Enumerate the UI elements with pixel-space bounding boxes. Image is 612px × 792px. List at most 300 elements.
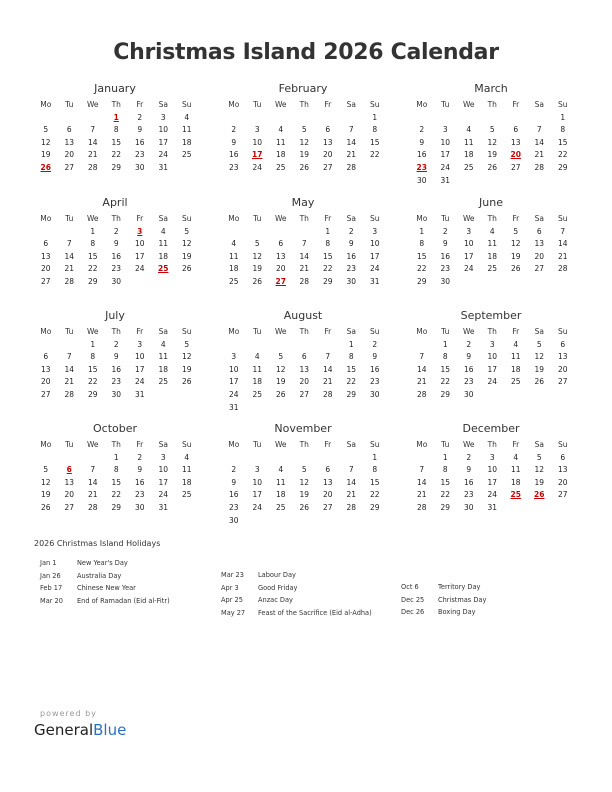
weekday-header: Mo — [228, 327, 240, 336]
day-cell: 28 — [416, 389, 427, 399]
day-cell: 14 — [64, 251, 75, 261]
day-cell: 7 — [90, 125, 96, 135]
empty-cell — [340, 112, 364, 125]
month-name: October — [92, 422, 138, 435]
day-cell: 1 — [442, 339, 448, 349]
weekday-header: Sa — [534, 214, 544, 223]
day-cell: 8 — [113, 125, 119, 135]
day-cell: 8 — [560, 125, 566, 135]
holiday-date: Apr 25 — [221, 596, 243, 605]
weekday-header: Fr — [512, 214, 520, 223]
day-cell: 2 — [113, 226, 119, 236]
day-cell: 28 — [299, 276, 310, 286]
day-cell: 24 — [158, 150, 169, 160]
day-cell: 25 — [228, 276, 239, 286]
day-cell: 11 — [158, 352, 169, 362]
empty-cell — [434, 112, 458, 125]
day-cell: 20 — [64, 150, 75, 160]
day-cell: 17 — [158, 137, 169, 147]
day-cell: 18 — [158, 364, 169, 374]
day-cell: 3 — [137, 339, 143, 349]
day-cell: 23 — [369, 377, 380, 387]
weekday-header: Tu — [65, 214, 74, 223]
day-cell: 1 — [372, 112, 378, 122]
day-cell: 23 — [440, 264, 451, 274]
day-cell: 15 — [416, 251, 427, 261]
weekday-header: Sa — [346, 440, 356, 449]
day-cell: 7 — [560, 226, 566, 236]
holiday-day-cell: 1 — [113, 112, 119, 122]
month-january — [34, 82, 196, 175]
day-cell: 11 — [181, 465, 192, 475]
weekday-header: Mo — [228, 100, 240, 109]
empty-cell — [246, 452, 270, 465]
day-cell: 19 — [299, 490, 310, 500]
day-cell: 27 — [299, 389, 310, 399]
weekday-header: Tu — [441, 214, 450, 223]
day-cell: 2 — [372, 339, 378, 349]
day-cell: 31 — [134, 389, 145, 399]
month-august — [222, 309, 384, 414]
day-cell: 21 — [87, 490, 98, 500]
day-cell: 24 — [487, 377, 498, 387]
empty-cell — [481, 112, 505, 125]
month-september — [410, 309, 572, 402]
day-cell: 20 — [557, 364, 568, 374]
day-cell: 15 — [322, 251, 333, 261]
weekday-header: Th — [111, 327, 121, 336]
day-cell: 14 — [416, 477, 427, 487]
day-cell: 24 — [463, 264, 474, 274]
holiday-name: Anzac Day — [258, 596, 293, 605]
month-june — [410, 196, 572, 289]
day-cell: 31 — [487, 502, 498, 512]
day-cell: 15 — [111, 477, 122, 487]
weekday-header: Su — [369, 214, 380, 223]
day-cell: 4 — [231, 239, 237, 249]
day-cell: 23 — [228, 162, 239, 172]
holiday-date: Mar 23 — [221, 571, 244, 579]
holiday-list-item — [221, 569, 372, 582]
day-cell: 19 — [40, 150, 51, 160]
weekday-header: Th — [487, 100, 497, 109]
day-cell: 2 — [231, 465, 237, 475]
weekday-header: Fr — [324, 214, 332, 223]
day-cell: 21 — [299, 264, 310, 274]
weekday-header: We — [86, 100, 99, 109]
day-cell: 5 — [489, 125, 495, 135]
day-cell: 7 — [66, 239, 72, 249]
day-cell: 12 — [275, 364, 286, 374]
day-cell: 20 — [275, 264, 286, 274]
month-october — [34, 422, 196, 515]
day-cell: 29 — [440, 502, 451, 512]
day-cell: 11 — [510, 465, 521, 475]
weekday-header: Fr — [324, 327, 332, 336]
page-title: Christmas Island 2026 Calendar — [113, 40, 499, 65]
month-december — [410, 422, 572, 515]
day-cell: 12 — [299, 137, 310, 147]
day-cell: 16 — [228, 490, 239, 500]
month-day-grid — [410, 213, 572, 289]
day-cell: 20 — [40, 377, 51, 387]
weekday-header: Su — [181, 327, 192, 336]
day-cell: 23 — [346, 264, 357, 274]
empty-cell — [457, 112, 481, 125]
day-cell: 7 — [536, 125, 542, 135]
day-cell: 10 — [487, 352, 498, 362]
empty-cell — [269, 112, 293, 125]
day-cell: 20 — [40, 264, 51, 274]
weekday-header: Mo — [228, 440, 240, 449]
day-cell: 15 — [87, 364, 98, 374]
day-cell: 8 — [372, 465, 378, 475]
day-cell: 6 — [43, 239, 49, 249]
day-cell: 23 — [134, 150, 145, 160]
day-cell: 10 — [158, 465, 169, 475]
day-cell: 2 — [466, 339, 472, 349]
day-cell: 17 — [369, 251, 380, 261]
day-cell: 25 — [487, 264, 498, 274]
day-cell: 25 — [463, 162, 474, 172]
day-cell: 10 — [252, 477, 263, 487]
day-cell: 3 — [489, 339, 495, 349]
day-cell: 10 — [487, 465, 498, 475]
weekday-header: We — [274, 327, 287, 336]
day-cell: 5 — [254, 239, 260, 249]
holiday-day-cell: 20 — [510, 150, 521, 160]
day-cell: 30 — [346, 276, 357, 286]
day-cell: 24 — [252, 502, 263, 512]
day-cell: 4 — [254, 352, 260, 362]
day-cell: 8 — [442, 465, 448, 475]
holiday-date: Apr 3 — [221, 583, 239, 592]
month-july — [34, 309, 196, 402]
day-cell: 18 — [510, 364, 521, 374]
holiday-name: Feast of the Sacrifice (Eid al-Adha) — [258, 608, 372, 617]
day-cell: 4 — [513, 339, 519, 349]
day-cell: 14 — [64, 364, 75, 374]
day-cell: 19 — [534, 364, 545, 374]
holiday-date: Oct 6 — [401, 583, 419, 591]
weekday-header: Fr — [136, 214, 144, 223]
month-april — [34, 196, 196, 289]
weekday-header: Su — [181, 214, 192, 223]
day-cell: 16 — [440, 251, 451, 261]
day-cell: 10 — [134, 352, 145, 362]
day-cell: 16 — [463, 477, 474, 487]
month-name: August — [283, 309, 323, 322]
day-cell: 21 — [64, 377, 75, 387]
day-cell: 14 — [87, 477, 98, 487]
day-cell: 19 — [252, 264, 263, 274]
empty-cell — [504, 112, 528, 125]
day-cell: 15 — [440, 364, 451, 374]
day-cell: 4 — [513, 452, 519, 462]
day-cell: 12 — [510, 239, 521, 249]
day-cell: 7 — [419, 352, 425, 362]
day-cell: 27 — [510, 162, 521, 172]
weekday-header: Su — [557, 327, 568, 336]
day-cell: 5 — [301, 465, 307, 475]
day-cell: 7 — [419, 465, 425, 475]
day-cell: 25 — [275, 502, 286, 512]
day-cell: 27 — [40, 276, 51, 286]
day-cell: 13 — [322, 477, 333, 487]
weekday-header: Th — [299, 100, 309, 109]
day-cell: 18 — [252, 377, 263, 387]
empty-cell — [34, 112, 58, 125]
month-name: May — [291, 196, 315, 209]
holiday-day-cell: 25 — [158, 264, 169, 274]
day-cell: 8 — [90, 239, 96, 249]
day-cell: 18 — [181, 477, 192, 487]
day-cell: 13 — [40, 251, 51, 261]
day-cell: 10 — [463, 239, 474, 249]
weekday-header: Sa — [534, 100, 544, 109]
weekday-header: Th — [487, 440, 497, 449]
weekday-header: Th — [299, 214, 309, 223]
weekday-header: Sa — [346, 214, 356, 223]
day-cell: 30 — [463, 502, 474, 512]
day-cell: 20 — [322, 150, 333, 160]
day-cell: 23 — [111, 377, 122, 387]
day-cell: 12 — [487, 137, 498, 147]
day-cell: 27 — [322, 502, 333, 512]
day-cell: 20 — [534, 251, 545, 261]
day-cell: 30 — [369, 389, 380, 399]
day-cell: 2 — [466, 452, 472, 462]
holiday-name: Labour Day — [258, 571, 296, 579]
day-cell: 31 — [369, 276, 380, 286]
day-cell: 23 — [463, 490, 474, 500]
empty-cell — [34, 226, 58, 239]
day-cell: 19 — [510, 251, 521, 261]
day-cell: 28 — [346, 162, 357, 172]
day-cell: 3 — [372, 226, 378, 236]
day-cell: 24 — [134, 264, 145, 274]
day-cell: 28 — [87, 162, 98, 172]
day-cell: 29 — [440, 389, 451, 399]
day-cell: 18 — [228, 264, 239, 274]
holiday-date: Mar 20 — [40, 596, 63, 605]
weekday-header: We — [462, 100, 475, 109]
weekday-header: Su — [557, 440, 568, 449]
empty-cell — [269, 452, 293, 465]
day-cell: 21 — [346, 490, 357, 500]
day-cell: 11 — [252, 364, 263, 374]
holiday-list-item — [221, 594, 372, 607]
day-cell: 30 — [463, 389, 474, 399]
holiday-list-item — [40, 595, 170, 608]
weekday-header: Tu — [441, 100, 450, 109]
day-cell: 4 — [278, 465, 284, 475]
weekday-header: Fr — [136, 440, 144, 449]
powered-by-text: powered by — [40, 709, 97, 718]
day-cell: 25 — [181, 150, 192, 160]
weekday-header: Mo — [228, 214, 240, 223]
day-cell: 23 — [463, 377, 474, 387]
holiday-day-cell: 17 — [252, 150, 263, 160]
month-march — [410, 82, 572, 187]
day-cell: 11 — [510, 352, 521, 362]
day-cell: 9 — [113, 239, 119, 249]
day-cell: 15 — [111, 137, 122, 147]
weekday-header: Mo — [416, 440, 428, 449]
day-cell: 17 — [158, 477, 169, 487]
weekday-header: We — [86, 327, 99, 336]
day-cell: 9 — [137, 465, 143, 475]
empty-cell — [293, 452, 317, 465]
weekday-header: Sa — [158, 100, 168, 109]
day-cell: 11 — [228, 251, 239, 261]
day-cell: 16 — [111, 364, 122, 374]
day-cell: 27 — [64, 502, 75, 512]
weekday-header: We — [462, 327, 475, 336]
day-cell: 10 — [440, 137, 451, 147]
day-cell: 24 — [134, 377, 145, 387]
day-cell: 17 — [440, 150, 451, 160]
weekday-header: Sa — [158, 214, 168, 223]
holiday-list-item — [221, 607, 372, 620]
day-cell: 21 — [87, 150, 98, 160]
day-cell: 30 — [416, 175, 427, 185]
day-cell: 6 — [278, 239, 284, 249]
day-cell: 29 — [369, 502, 380, 512]
day-cell: 24 — [440, 162, 451, 172]
day-cell: 21 — [534, 150, 545, 160]
empty-cell — [34, 339, 58, 352]
empty-cell — [410, 339, 434, 352]
day-cell: 9 — [419, 137, 425, 147]
holiday-date: Dec 25 — [401, 595, 425, 604]
day-cell: 14 — [299, 251, 310, 261]
day-cell: 22 — [111, 150, 122, 160]
day-cell: 28 — [534, 162, 545, 172]
day-cell: 8 — [348, 352, 354, 362]
day-cell: 19 — [40, 490, 51, 500]
day-cell: 15 — [369, 137, 380, 147]
month-name: December — [462, 422, 520, 435]
empty-cell — [222, 452, 246, 465]
weekday-header: Su — [557, 100, 568, 109]
day-cell: 10 — [158, 125, 169, 135]
day-cell: 5 — [513, 226, 519, 236]
day-cell: 14 — [322, 364, 333, 374]
day-cell: 22 — [440, 377, 451, 387]
day-cell: 6 — [325, 125, 331, 135]
day-cell: 6 — [560, 452, 566, 462]
holiday-date: Jan 26 — [40, 571, 61, 580]
weekday-header: We — [274, 214, 287, 223]
day-cell: 8 — [372, 125, 378, 135]
day-cell: 2 — [137, 452, 143, 462]
weekday-header: Th — [299, 327, 309, 336]
empty-cell — [316, 452, 340, 465]
day-cell: 12 — [534, 352, 545, 362]
day-cell: 13 — [534, 239, 545, 249]
empty-cell — [246, 226, 270, 239]
brand-part-general: General — [34, 721, 94, 739]
day-cell: 9 — [231, 477, 237, 487]
day-cell: 17 — [228, 377, 239, 387]
month-name: November — [274, 422, 332, 435]
day-cell: 1 — [90, 339, 96, 349]
month-day-grid — [222, 326, 384, 414]
day-cell: 6 — [43, 352, 49, 362]
day-cell: 8 — [442, 352, 448, 362]
holiday-list-item — [401, 581, 486, 594]
day-cell: 8 — [325, 239, 331, 249]
day-cell: 2 — [113, 339, 119, 349]
day-cell: 5 — [536, 452, 542, 462]
weekday-header: We — [86, 214, 99, 223]
day-cell: 1 — [113, 452, 119, 462]
holiday-list-item — [401, 606, 486, 619]
day-cell: 11 — [275, 477, 286, 487]
day-cell: 14 — [87, 137, 98, 147]
month-may — [222, 196, 384, 289]
day-cell: 13 — [40, 364, 51, 374]
day-cell: 22 — [322, 264, 333, 274]
day-cell: 15 — [87, 251, 98, 261]
month-name: June — [479, 196, 503, 209]
day-cell: 13 — [275, 251, 286, 261]
day-cell: 22 — [440, 490, 451, 500]
day-cell: 5 — [184, 226, 190, 236]
day-cell: 2 — [137, 112, 143, 122]
day-cell: 19 — [181, 251, 192, 261]
day-cell: 29 — [111, 502, 122, 512]
weekday-header: We — [86, 440, 99, 449]
day-cell: 1 — [372, 452, 378, 462]
empty-cell — [293, 226, 317, 239]
month-name: February — [278, 82, 328, 95]
day-cell: 16 — [134, 477, 145, 487]
empty-cell — [340, 452, 364, 465]
day-cell: 3 — [254, 125, 260, 135]
weekday-header: Mo — [40, 100, 52, 109]
day-cell: 9 — [466, 352, 472, 362]
day-cell: 25 — [158, 377, 169, 387]
day-cell: 4 — [466, 125, 472, 135]
day-cell: 28 — [322, 389, 333, 399]
holiday-name: Good Friday — [258, 583, 298, 592]
day-cell: 11 — [181, 125, 192, 135]
day-cell: 22 — [416, 264, 427, 274]
weekday-header: Tu — [441, 327, 450, 336]
day-cell: 19 — [181, 364, 192, 374]
month-february — [222, 82, 384, 175]
day-cell: 30 — [134, 502, 145, 512]
weekday-header: We — [274, 440, 287, 449]
empty-cell — [316, 112, 340, 125]
day-cell: 22 — [111, 490, 122, 500]
day-cell: 24 — [252, 162, 263, 172]
day-cell: 14 — [534, 137, 545, 147]
day-cell: 11 — [275, 137, 286, 147]
day-cell: 5 — [184, 339, 190, 349]
day-cell: 7 — [325, 352, 331, 362]
day-cell: 19 — [487, 150, 498, 160]
month-day-grid — [34, 439, 196, 515]
day-cell: 9 — [113, 352, 119, 362]
brand-logo[interactable] — [34, 721, 126, 739]
day-cell: 19 — [275, 377, 286, 387]
holiday-name: New Year's Day — [77, 559, 128, 567]
day-cell: 12 — [181, 352, 192, 362]
holiday-list-item — [40, 570, 170, 583]
